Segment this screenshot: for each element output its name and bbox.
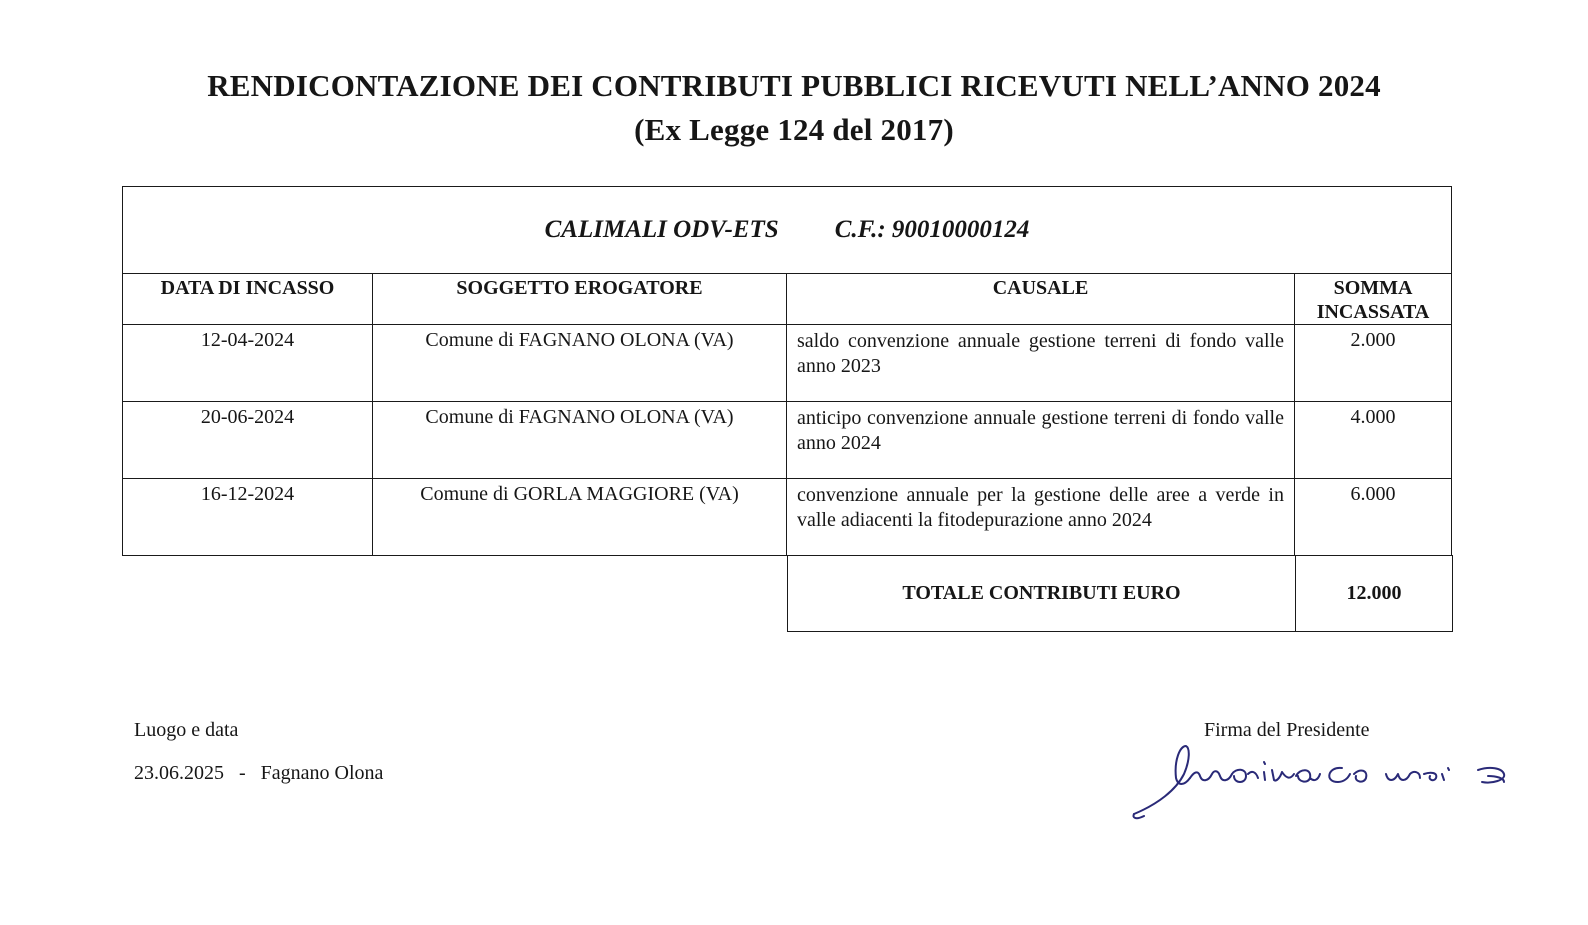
- cell-amount: 6.000: [1295, 479, 1452, 556]
- document-title: RENDICONTAZIONE DEI CONTRIBUTI PUBBLICI RICEVUTI NELL’ANNO 2024: [207, 68, 1381, 103]
- table-header-row: [123, 274, 1452, 325]
- total-table: [787, 555, 1453, 632]
- column-header-reason: CAUSALE: [787, 274, 1295, 325]
- column-header-payer: SOGGETTO EROGATORE: [373, 274, 787, 325]
- cell-payer: Comune di FAGNANO OLONA (VA): [373, 402, 787, 479]
- document-subtitle: (Ex Legge 124 del 2017): [634, 112, 954, 147]
- cell-payer: Comune di FAGNANO OLONA (VA): [373, 325, 787, 402]
- table-row: [123, 325, 1452, 402]
- place-date-value: 23.06.2025 - Fagnano Olona: [134, 762, 384, 784]
- total-label: TOTALE CONTRIBUTI EURO: [788, 556, 1296, 632]
- cell-date: 20-06-2024: [123, 402, 373, 479]
- column-header-date: DATA DI INCASSO: [123, 274, 373, 325]
- place-date-label: Luogo e data: [134, 719, 239, 741]
- table-row: [123, 479, 1452, 556]
- cell-date: 12-04-2024: [123, 325, 373, 402]
- total-value: 12.000: [1296, 556, 1453, 632]
- handwritten-signature: [1128, 738, 1528, 828]
- organization-header: [123, 187, 1452, 274]
- cell-amount: 2.000: [1295, 325, 1452, 402]
- organization-cf: C.F.: 90010000124: [834, 216, 1030, 243]
- cell-payer: Comune di GORLA MAGGIORE (VA): [373, 479, 787, 556]
- column-header-amount: SOMMA INCASSATA: [1295, 274, 1452, 325]
- cell-date: 16-12-2024: [123, 479, 373, 556]
- table-row: [123, 402, 1452, 479]
- cell-amount: 4.000: [1295, 402, 1452, 479]
- organization-name: CALIMALI ODV-ETS: [544, 216, 779, 243]
- cell-reason: saldo convenzione annuale gestione terreni di fondo valle anno 2023: [787, 325, 1295, 402]
- signature-label: Firma del Presidente: [1204, 719, 1370, 741]
- cell-reason: anticipo convenzione annuale gestione terreni di fondo valle anno 2024: [787, 402, 1295, 479]
- cell-reason: convenzione annuale per la gestione delle aree a verde in valle adiacenti la fitodepurazione anno 2024: [787, 479, 1295, 556]
- contributions-table: [122, 186, 1452, 556]
